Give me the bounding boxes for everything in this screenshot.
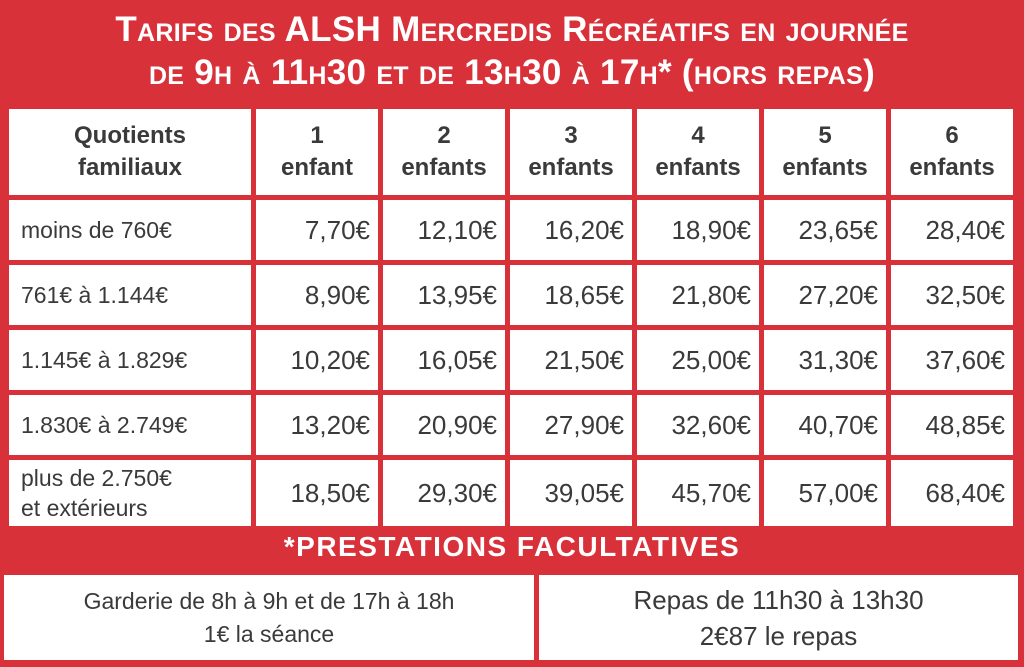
price-cell: 12,10€ xyxy=(383,200,505,260)
price-cell: 7,70€ xyxy=(256,200,378,260)
garderie-hours: Garderie de 8h à 9h et de 17h à 18h xyxy=(83,587,455,614)
header-line: 3 xyxy=(564,122,578,149)
garderie-price: 1€ la séance xyxy=(203,620,335,647)
header-line: 2 xyxy=(437,122,451,149)
price-cell: 16,20€ xyxy=(510,200,632,260)
quotient-label-line: et extérieurs xyxy=(21,495,148,521)
price-cell: 21,50€ xyxy=(510,330,632,390)
quotient-label-line: plus de 2.750€ xyxy=(21,465,172,491)
table-row xyxy=(9,460,1013,526)
quotient-label xyxy=(9,265,251,325)
title-line-1: Tarifs des ALSH Mercredis Récréatifs en journée xyxy=(115,10,909,49)
optional-services-boxes xyxy=(4,575,1018,660)
quotient-label-line: 1.830€ à 2.749€ xyxy=(21,412,188,438)
repas-box xyxy=(539,575,1018,660)
garderie-box xyxy=(4,575,534,660)
header-line: enfants xyxy=(909,154,995,181)
price-cell: 68,40€ xyxy=(891,460,1013,526)
repas-price: 2€87 le repas xyxy=(699,620,858,651)
header-cell-5-enfants xyxy=(764,109,886,195)
quotient-label xyxy=(9,330,251,390)
quotient-label xyxy=(9,460,251,526)
header-line: enfants xyxy=(782,154,868,181)
header-cell-4-enfants xyxy=(637,109,759,195)
price-cell: 8,90€ xyxy=(256,265,378,325)
quotient-label-line: 761€ à 1.144€ xyxy=(21,282,169,308)
price-cell: 21,80€ xyxy=(637,265,759,325)
price-cell: 20,90€ xyxy=(383,395,505,455)
price-cell: 10,20€ xyxy=(256,330,378,390)
price-cell: 57,00€ xyxy=(764,460,886,526)
header-line: 5 xyxy=(818,122,832,149)
price-cell: 13,20€ xyxy=(256,395,378,455)
page-title xyxy=(0,0,1024,102)
header-line: enfants xyxy=(528,154,614,181)
price-cell: 18,50€ xyxy=(256,460,378,526)
quotient-label-line: 1.145€ à 1.829€ xyxy=(21,347,188,373)
quotient-label xyxy=(9,395,251,455)
price-cell: 16,05€ xyxy=(383,330,505,390)
price-cell: 48,85€ xyxy=(891,395,1013,455)
quotient-label-line: moins de 760€ xyxy=(21,217,172,243)
optional-services-heading: *PRESTATIONS FACULTATIVES xyxy=(283,531,741,562)
price-cell: 32,50€ xyxy=(891,265,1013,325)
tariff-table xyxy=(4,104,1018,531)
header-line: enfants xyxy=(401,154,487,181)
header-cell-quotients xyxy=(9,109,251,195)
table-row xyxy=(9,200,1013,260)
price-cell: 18,65€ xyxy=(510,265,632,325)
header-cell-1-enfant xyxy=(256,109,378,195)
header-line: enfants xyxy=(655,154,741,181)
header-line: 6 xyxy=(945,122,959,149)
price-cell: 28,40€ xyxy=(891,200,1013,260)
price-cell: 40,70€ xyxy=(764,395,886,455)
price-cell: 18,90€ xyxy=(637,200,759,260)
header-line: Quotients xyxy=(74,122,186,149)
price-cell: 31,30€ xyxy=(764,330,886,390)
price-cell: 25,00€ xyxy=(637,330,759,390)
table-row xyxy=(9,395,1013,455)
price-cell: 27,20€ xyxy=(764,265,886,325)
header-line: 4 xyxy=(691,122,705,149)
price-cell: 32,60€ xyxy=(637,395,759,455)
header-line: enfant xyxy=(281,154,353,181)
title-line-2: de 9h à 11h30 et de 13h30 à 17h* (hors repas) xyxy=(148,53,876,92)
price-cell: 23,65€ xyxy=(764,200,886,260)
table-row xyxy=(9,265,1013,325)
price-cell: 39,05€ xyxy=(510,460,632,526)
header-cell-6-enfants xyxy=(891,109,1013,195)
price-cell: 37,60€ xyxy=(891,330,1013,390)
quotient-label xyxy=(9,200,251,260)
repas-hours: Repas de 11h30 à 13h30 xyxy=(633,584,924,615)
header-line: 1 xyxy=(310,122,324,149)
price-cell: 13,95€ xyxy=(383,265,505,325)
table-header-row xyxy=(9,109,1013,195)
table-row xyxy=(9,330,1013,390)
price-cell: 45,70€ xyxy=(637,460,759,526)
price-cell: 29,30€ xyxy=(383,460,505,526)
header-cell-2-enfants xyxy=(383,109,505,195)
header-line: familiaux xyxy=(77,154,183,181)
price-cell: 27,90€ xyxy=(510,395,632,455)
header-cell-3-enfants xyxy=(510,109,632,195)
